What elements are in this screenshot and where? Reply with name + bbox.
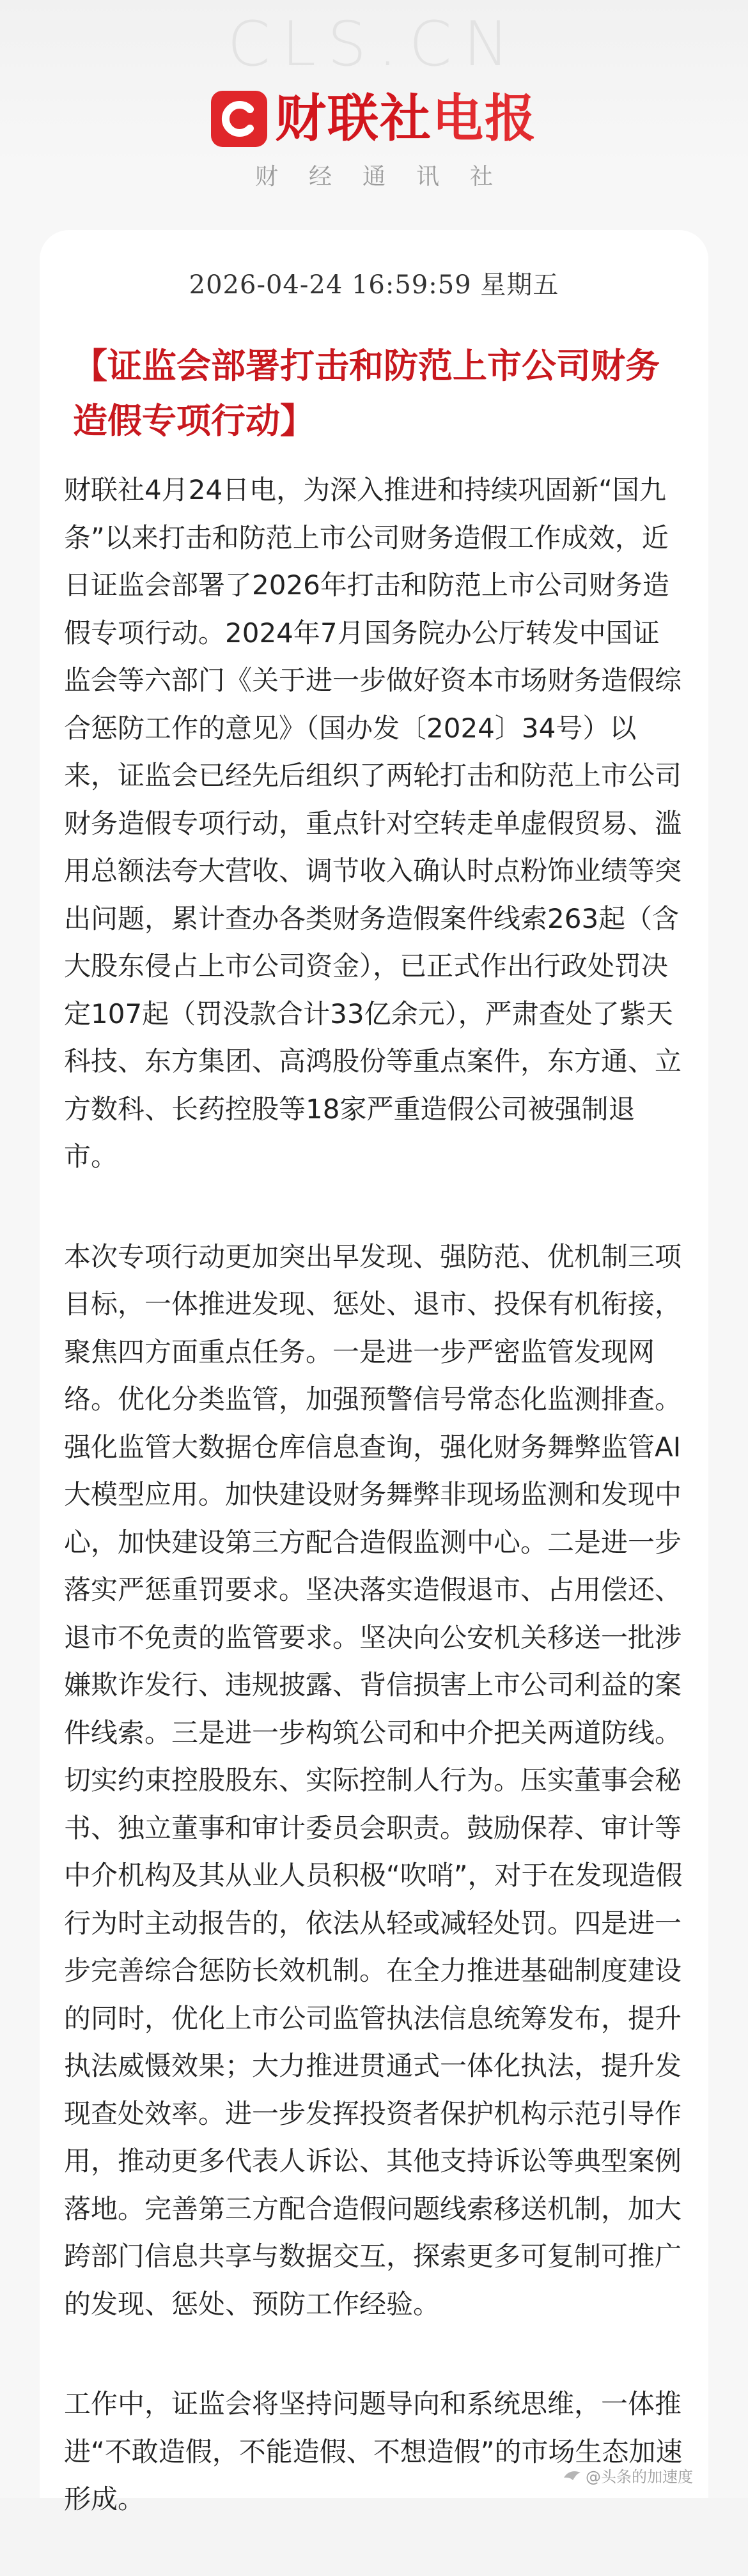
brand-logo-icon: [211, 91, 267, 147]
article-paragraph-2: 本次专项行动更加突出早发现、强防范、优机制三项目标，一体推进发现、惩处、退市、投保有机衔接，聚焦四方面重点任务。一是进一步严密监管发现网络。优化分类监管，加强预警信号常态化监测排查。强化监管大数据仓库信息查询，强化财务舞弊监管AI大模型应用。加快建设财务舞弊非现场监测和发现中心，加快建设第三方配合造假监测中心。二是进一步落实严惩重罚要求。坚决落实造假退市、占用偿还、退市不免责的监管要求。坚决向公安机关移送一批涉嫌欺诈发行、违规披露、背信损害上市公司利益的案件线索。三是进一步构筑公司和中介把关两道防线。切实约束控股股东、实际控制人行为。压实董事会秘书、独立董事和审计委员会职责。鼓励保荐、审计等中介机构及其从业人员积极“吹哨”，对于在发现造假行为时主动报告的，依法从轻或减轻处罚。四是进一步完善综合惩防长效机制。在全力推进基础制度建设的同时，优化上市公司监管执法信息统筹发布，提升执法威慑效果；大力推进贯通式一体化执法，提升发现查处效率。进一步发挥投资者保护机构示范引导作用，推动更多代表人诉讼、其他支持诉讼等典型案例落地。完善第三方配合造假问题线索移送机制，加大跨部门信息共享与数据交互，探索更多可复制可推广的发现、惩处、预防工作经验。: [64, 1240, 683, 2320]
footer-credit-text: @头条的加速度: [586, 2468, 693, 2486]
article-paragraph-3: 工作中，证监会将坚持问题导向和系统思维，一体推进“不敢造假，不能造假、不想造假”的市场生态加速形成。: [64, 2388, 683, 2515]
bird-icon: [563, 2469, 582, 2483]
article-datetime: 2026-04-24 16:59:59 星期五: [189, 270, 559, 300]
article-body: [64, 467, 684, 2576]
brand-name: [275, 88, 537, 150]
brand-subtitle: 财经通讯社: [254, 164, 524, 190]
article-card: [40, 230, 708, 2515]
article-title: 【证监会部署打击和防范上市公司财务造假专项行动】: [73, 346, 660, 441]
watermark-text: CLS.CN: [227, 8, 521, 80]
brand-name-part-a: 财联社: [275, 89, 432, 148]
footer-credit: [563, 2464, 693, 2487]
brand-name-part-b: 电报: [432, 89, 537, 148]
article-paragraph-1: 财联社4月24日电，为深入推进和持续巩固新“国九条”以来打击和防范上市公司财务造假工作成效，近日证监会部署了2026年打击和防范上市公司财务造假专项行动。2024年7月国务院办公厅转发中国证监会等六部门《关于进一步做好资本市场财务造假综合惩防工作的意见》（国办发〔2024〕34号）以来，证监会已经先后组织了两轮打击和防范上市公司财务造假专项行动，重点针对空转走单虚假贸易、滥用总额法夸大营收、调节收入确认时点粉饰业绩等突出问题，累计查办各类财务造假案件线索263起（含大股东侵占上市公司资金），已正式作出行政处罚决定107起（罚没款合计33亿余元），严肃查处了紫天科技、东方集团、高鸿股份等重点案件，东方通、立方数科、长药控股等18家严重造假公司被强制退市。: [64, 474, 682, 1172]
brand-header: [0, 88, 748, 150]
